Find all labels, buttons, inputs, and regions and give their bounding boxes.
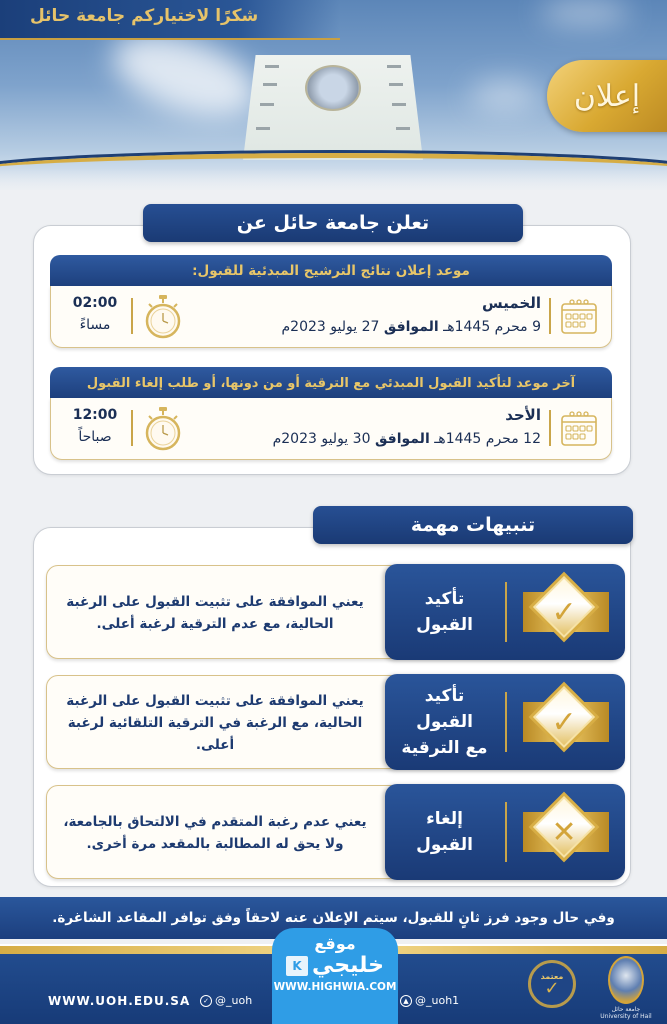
label-line: إلغاء xyxy=(426,809,463,829)
notice-confirm-acceptance xyxy=(46,565,624,659)
equiv-label: الموافق xyxy=(383,319,439,335)
twitter-handle-text: @_uoh xyxy=(215,994,253,1007)
building-emblem-icon xyxy=(305,65,361,111)
divider xyxy=(549,410,551,446)
gregorian-date: 27 يوليو 2023م xyxy=(281,319,380,335)
hijri-date: 12 محرم 1445هـ xyxy=(434,431,541,447)
watermark-top: موقع xyxy=(314,934,356,953)
notice-label xyxy=(392,784,497,880)
gregorian-date: 30 يوليو 2023م xyxy=(272,431,371,447)
day-name: الأحد xyxy=(505,406,541,424)
second-round-notice: وفي حال وجود فرز ثانٍ للقبول، سيتم الإعلان عنه لاحقاً وفق توافر المقاعد الشاغرة. xyxy=(0,897,667,939)
notice-tag xyxy=(385,784,625,880)
website-link[interactable]: WWW.UOH.EDU.SA xyxy=(48,994,191,1008)
twitter-icon: ✓ xyxy=(200,995,212,1007)
notice-cancel-acceptance xyxy=(46,785,624,879)
announcement-badge-text: إعلان xyxy=(573,78,641,114)
calendar-icon xyxy=(559,410,599,448)
chart-logo-icon: K xyxy=(286,956,308,976)
date-card xyxy=(50,398,612,460)
divider xyxy=(131,410,133,446)
time-value: 02:00 xyxy=(72,295,118,311)
notices-title: تنبيهات مهمة xyxy=(313,506,633,544)
hero-banner xyxy=(0,0,667,190)
label-line: تأكيد xyxy=(424,589,465,609)
date-heading: آخر موعد لتأكيد القبول المبدئي مع الترقية أو من دونها، أو طلب إلغاء القبول xyxy=(50,367,612,399)
hero-fade xyxy=(0,168,667,190)
thanks-text: شكرًا لاختياركم جامعة حائل xyxy=(30,6,259,26)
notice-description: يعني الموافقة على تثبيت القبول على الرغبة الحالية، مع الرغبة في الترقية التلقائية لرغبة أعلى. xyxy=(66,693,364,753)
label-line: القبول xyxy=(416,615,473,635)
divider xyxy=(505,802,507,862)
divider xyxy=(549,298,551,334)
notice-label xyxy=(392,674,497,770)
stopwatch-icon xyxy=(143,294,183,340)
twitter-handle[interactable] xyxy=(200,994,252,1007)
hijri-date: 9 محرم 1445هـ xyxy=(443,319,541,335)
stopwatch-icon xyxy=(143,406,183,452)
notice-label xyxy=(392,564,497,660)
check-icon: ✓ xyxy=(544,977,560,999)
notice-description: يعني الموافقة على تثبيت القبول على الرغبة الحالية، مع عدم الترقية لرغبة أعلى. xyxy=(66,594,364,632)
watermark-brand-text: خليجي xyxy=(312,953,384,978)
accreditation-label: معتمد xyxy=(540,971,564,981)
accreditation-logo xyxy=(528,960,576,1008)
notice-tag xyxy=(385,674,625,770)
x-icon: ✕ xyxy=(551,814,577,850)
time-period: مساءً xyxy=(79,317,111,333)
announcement-title: تعلن جامعة حائل عن xyxy=(143,204,523,242)
label-line: مع الترقية xyxy=(401,738,488,758)
label-line: القبول xyxy=(416,835,473,855)
snapchat-handle[interactable] xyxy=(400,994,459,1007)
label-line: القبول xyxy=(416,712,473,732)
divider xyxy=(131,298,133,334)
notice-description: يعني عدم رغبة المتقدم في الالتحاق بالجامعة، ولا يحق له المطالبة بالمقعد مرة أخرى. xyxy=(63,814,367,852)
site-watermark xyxy=(272,928,398,1024)
snapchat-icon: ▲ xyxy=(400,995,412,1007)
university-logo xyxy=(608,956,644,1004)
watermark-brand xyxy=(286,953,384,978)
label-line: تأكيد xyxy=(424,686,465,706)
announcement-badge xyxy=(547,60,667,132)
day-name: الخميس xyxy=(482,294,541,312)
cloud-decoration xyxy=(540,0,630,25)
watermark-url: WWW.HIGHWIA.COM xyxy=(273,981,397,993)
time-period: صباحاً xyxy=(78,429,112,445)
calendar-icon xyxy=(559,298,599,336)
date-card xyxy=(50,286,612,348)
university-logo-caption: جامعة حائل University of Hail xyxy=(600,1006,652,1020)
notice-confirm-with-upgrade xyxy=(46,675,624,769)
check-icon: ✓ xyxy=(551,704,577,740)
equiv-label: الموافق xyxy=(374,431,430,447)
date-line xyxy=(273,431,541,447)
time-value: 12:00 xyxy=(72,407,118,423)
hero-topbar xyxy=(0,0,340,40)
divider xyxy=(505,582,507,642)
snapchat-handle-text: @_uoh1 xyxy=(415,994,460,1007)
divider xyxy=(505,692,507,752)
cloud-decoration xyxy=(470,80,540,110)
date-heading: موعد إعلان نتائج الترشيح المبدئية للقبول: xyxy=(50,255,612,287)
check-icon: ✓ xyxy=(551,594,577,630)
date-line xyxy=(281,319,541,335)
notice-tag xyxy=(385,564,625,660)
